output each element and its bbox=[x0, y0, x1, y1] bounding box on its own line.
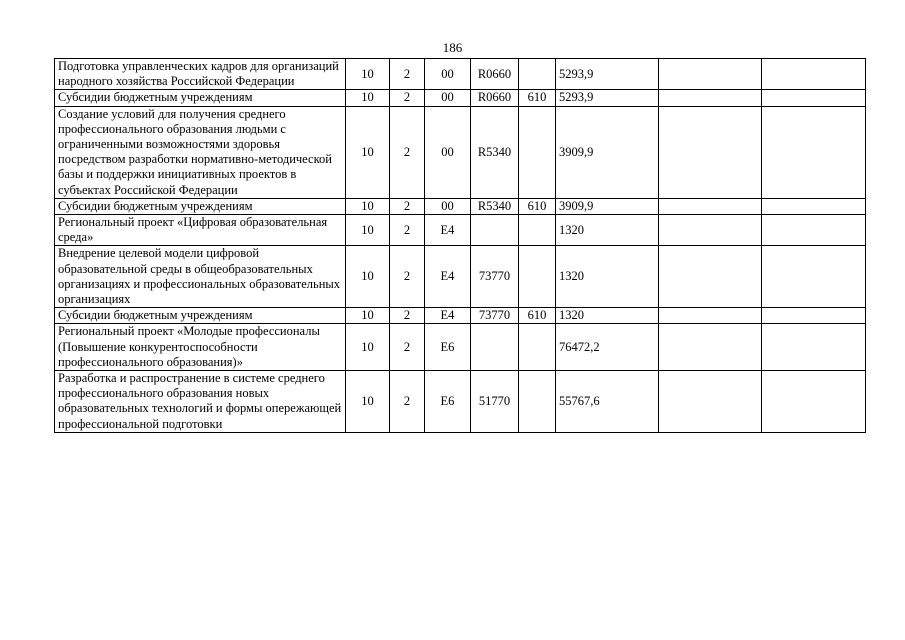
table-row bbox=[55, 90, 866, 106]
empty-column-9 bbox=[762, 106, 866, 198]
empty-column-8 bbox=[659, 371, 762, 433]
section-code: 10 bbox=[346, 308, 390, 324]
empty-column-9 bbox=[762, 59, 866, 90]
direction-code: R5340 bbox=[471, 198, 519, 214]
amount: 3909,9 bbox=[556, 106, 659, 198]
direction-code bbox=[471, 324, 519, 371]
section-code: 10 bbox=[346, 215, 390, 246]
section-code: 10 bbox=[346, 90, 390, 106]
empty-column-9 bbox=[762, 324, 866, 371]
subsection-code: 2 bbox=[390, 215, 425, 246]
expense-type-code: 610 bbox=[519, 308, 556, 324]
empty-column-8 bbox=[659, 246, 762, 308]
expense-type-code bbox=[519, 371, 556, 433]
table-row bbox=[55, 308, 866, 324]
direction-code: R0660 bbox=[471, 59, 519, 90]
empty-column-9 bbox=[762, 371, 866, 433]
program-code: Е4 bbox=[425, 246, 471, 308]
amount: 1320 bbox=[556, 246, 659, 308]
subsection-code: 2 bbox=[390, 371, 425, 433]
empty-column-8 bbox=[659, 59, 762, 90]
subsection-code: 2 bbox=[390, 246, 425, 308]
empty-column-9 bbox=[762, 90, 866, 106]
table-row bbox=[55, 371, 866, 433]
section-code: 10 bbox=[346, 59, 390, 90]
subsection-code: 2 bbox=[390, 90, 425, 106]
subsection-code: 2 bbox=[390, 106, 425, 198]
program-code: 00 bbox=[425, 106, 471, 198]
direction-code bbox=[471, 215, 519, 246]
expense-type-code bbox=[519, 246, 556, 308]
direction-code: 51770 bbox=[471, 371, 519, 433]
expense-type-code bbox=[519, 59, 556, 90]
table-row bbox=[55, 106, 866, 198]
empty-column-8 bbox=[659, 106, 762, 198]
program-code: 00 bbox=[425, 198, 471, 214]
section-code: 10 bbox=[346, 106, 390, 198]
program-code: Е6 bbox=[425, 371, 471, 433]
section-code: 10 bbox=[346, 371, 390, 433]
row-name: Разработка и распространение в системе среднего профессионального образования новых образовательных технологий и формы опережающей профессиональной подготовки bbox=[55, 371, 346, 433]
empty-column-8 bbox=[659, 308, 762, 324]
amount: 1320 bbox=[556, 308, 659, 324]
amount: 55767,6 bbox=[556, 371, 659, 433]
amount: 1320 bbox=[556, 215, 659, 246]
expense-type-code bbox=[519, 106, 556, 198]
subsection-code: 2 bbox=[390, 308, 425, 324]
direction-code: 73770 bbox=[471, 246, 519, 308]
row-name: Подготовка управленческих кадров для организаций народного хозяйства Российской Федерации bbox=[55, 59, 346, 90]
direction-code: R5340 bbox=[471, 106, 519, 198]
row-name: Региональный проект «Молодые профессионалы (Повышение конкурентоспособности профессионального образования)» bbox=[55, 324, 346, 371]
expense-type-code: 610 bbox=[519, 198, 556, 214]
empty-column-8 bbox=[659, 90, 762, 106]
amount: 76472,2 bbox=[556, 324, 659, 371]
empty-column-8 bbox=[659, 215, 762, 246]
empty-column-8 bbox=[659, 324, 762, 371]
subsection-code: 2 bbox=[390, 59, 425, 90]
program-code: Е6 bbox=[425, 324, 471, 371]
section-code: 10 bbox=[346, 324, 390, 371]
empty-column-9 bbox=[762, 246, 866, 308]
table-row bbox=[55, 246, 866, 308]
table-row bbox=[55, 215, 866, 246]
program-code: 00 bbox=[425, 59, 471, 90]
row-name: Субсидии бюджетным учреждениям bbox=[55, 308, 346, 324]
amount: 5293,9 bbox=[556, 90, 659, 106]
row-name: Субсидии бюджетным учреждениям bbox=[55, 198, 346, 214]
empty-column-8 bbox=[659, 198, 762, 214]
table-row bbox=[55, 198, 866, 214]
section-code: 10 bbox=[346, 246, 390, 308]
row-name: Создание условий для получения среднего профессионального образования людьми с ограниченными возможностями здоровья посредством разработки нормативно-методической базы и поддержки инициативных проектов в субъектах Российской Федерации bbox=[55, 106, 346, 198]
amount: 5293,9 bbox=[556, 59, 659, 90]
program-code: 00 bbox=[425, 90, 471, 106]
empty-column-9 bbox=[762, 215, 866, 246]
section-code: 10 bbox=[346, 198, 390, 214]
expense-type-code bbox=[519, 324, 556, 371]
program-code: Е4 bbox=[425, 308, 471, 324]
budget-table bbox=[54, 58, 866, 433]
subsection-code: 2 bbox=[390, 324, 425, 371]
empty-column-9 bbox=[762, 308, 866, 324]
table-row bbox=[55, 324, 866, 371]
page-number: 186 bbox=[442, 40, 463, 55]
program-code: Е4 bbox=[425, 215, 471, 246]
expense-type-code: 610 bbox=[519, 90, 556, 106]
row-name: Региональный проект «Цифровая образовательная среда» bbox=[55, 215, 346, 246]
table-row bbox=[55, 59, 866, 90]
subsection-code: 2 bbox=[390, 198, 425, 214]
row-name: Субсидии бюджетным учреждениям bbox=[55, 90, 346, 106]
amount: 3909,9 bbox=[556, 198, 659, 214]
direction-code: R0660 bbox=[471, 90, 519, 106]
row-name: Внедрение целевой модели цифровой образовательной среды в общеобразовательных организациях и профессиональных образовательных организациях bbox=[55, 246, 346, 308]
empty-column-9 bbox=[762, 198, 866, 214]
expense-type-code bbox=[519, 215, 556, 246]
direction-code: 73770 bbox=[471, 308, 519, 324]
